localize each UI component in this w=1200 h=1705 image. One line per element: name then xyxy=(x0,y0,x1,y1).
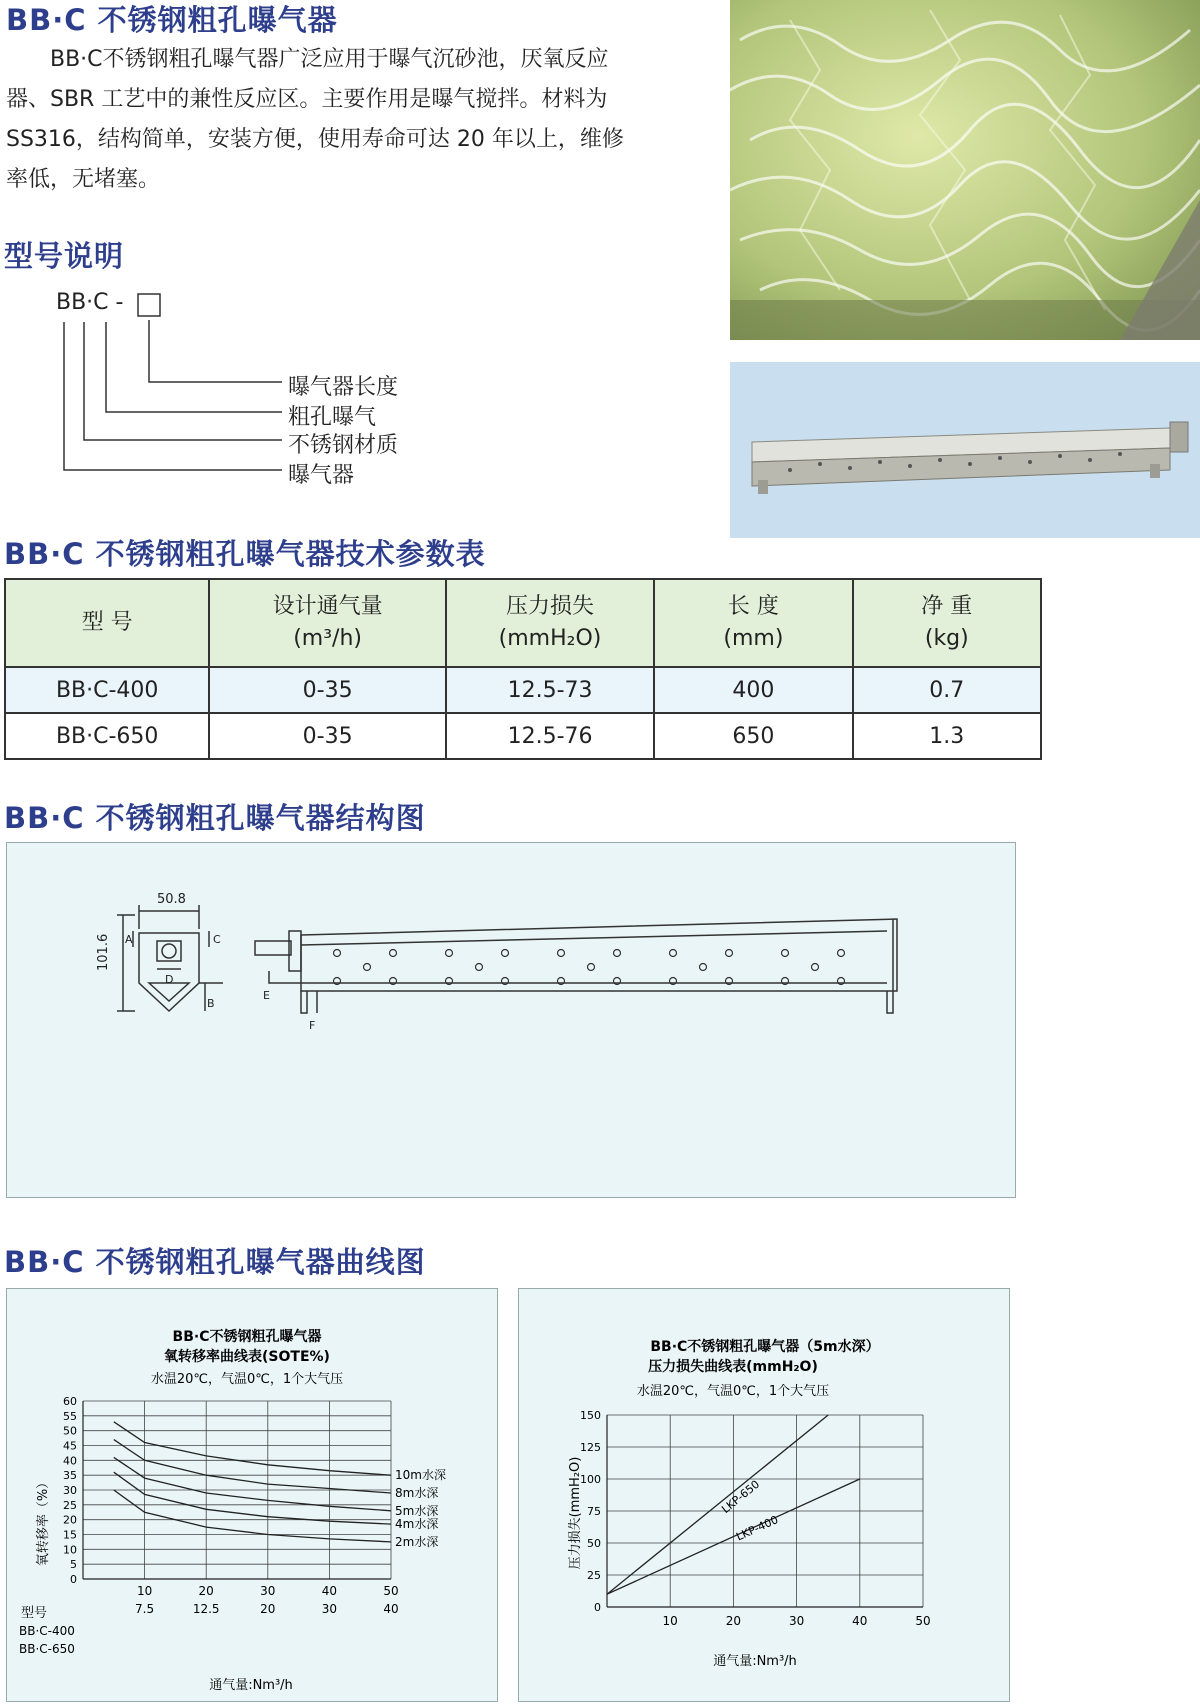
x-tick-label: 40 xyxy=(383,1602,399,1616)
intro-line: 器、SBR 工艺中的兼性反应区。主要作用是曝气搅拌。材料为 xyxy=(6,87,608,112)
y-tick-label: 50 xyxy=(587,1537,601,1550)
chart-title: BB·C不锈钢粗孔曝气器（5m水深） xyxy=(650,1339,880,1355)
series-label: 5m水深 xyxy=(395,1503,439,1518)
header-cell: 设计通气量 (m³/h) xyxy=(209,579,445,667)
y-tick-label: 30 xyxy=(63,1484,77,1497)
x-tick-label: 40 xyxy=(852,1614,868,1628)
aeration-tank-photo xyxy=(730,0,1200,340)
y-tick-label: 50 xyxy=(63,1424,77,1438)
x-tick-label: 50 xyxy=(383,1584,399,1598)
spec-header-row xyxy=(5,579,1041,667)
structure-panel xyxy=(6,842,1016,1198)
y-tick-label: 75 xyxy=(587,1505,601,1518)
chart-subtitle: 压力损失曲线表(mmH₂O) xyxy=(648,1359,818,1375)
y-tick-label: 150 xyxy=(580,1409,601,1422)
y-tick-label: 0 xyxy=(594,1601,601,1614)
table-cell: 1.3 xyxy=(853,713,1041,759)
table-cell: BB·C-400 xyxy=(5,667,209,713)
series-label: 10m水深 xyxy=(395,1468,446,1483)
spec-title: BB·C 不锈钢粗孔曝气器技术参数表 xyxy=(4,537,486,571)
dim-c-label: C xyxy=(213,933,221,946)
x-tick-label: 40 xyxy=(321,1584,338,1598)
model-box xyxy=(138,294,160,316)
chart-ylabel: 氧转移率（%） xyxy=(36,1475,51,1567)
table-cell: 0.7 xyxy=(853,667,1041,713)
chart-title: BB·C不锈钢粗孔曝气器 xyxy=(172,1329,322,1345)
series-line xyxy=(607,1415,828,1594)
y-tick-label: 55 xyxy=(63,1409,77,1423)
sote-chart xyxy=(7,1289,497,1701)
model-legend-item: 粗孔曝气 xyxy=(288,405,377,430)
y-tick-label: 125 xyxy=(580,1441,601,1454)
y-tick-label: 45 xyxy=(63,1439,77,1453)
x-tick-label: 30 xyxy=(321,1602,338,1616)
table-row xyxy=(5,667,1041,713)
intro-line: SS316，结构简单，安装方便，使用寿命可达 20 年以上，维修 xyxy=(6,127,624,152)
dim-e-label: E xyxy=(263,989,270,1002)
x-tick-label: 30 xyxy=(260,1584,276,1598)
series-label: LKP-400 xyxy=(734,1513,781,1544)
x-tick-label: 30 xyxy=(788,1614,805,1628)
y-tick-label: 60 xyxy=(63,1395,77,1408)
x-tick-label: 12.5 xyxy=(192,1602,220,1616)
dim-a-label: A xyxy=(125,933,133,946)
x-tick-label: 7.5 xyxy=(135,1602,155,1616)
model-title: 型号说明 xyxy=(4,239,125,273)
series-label: 8m水深 xyxy=(395,1485,439,1500)
dim-d-label: D xyxy=(165,973,174,986)
series-label: 4m水深 xyxy=(395,1517,439,1532)
table-cell: 12.5-76 xyxy=(446,713,654,759)
dim-height-label: 101.6 xyxy=(96,933,111,971)
y-tick-label: 15 xyxy=(63,1528,77,1542)
series-label: 2m水深 xyxy=(395,1534,439,1549)
pressure-chart-panel xyxy=(518,1288,1010,1702)
y-tick-label: 35 xyxy=(63,1469,77,1483)
x-tick-label: 20 xyxy=(725,1614,742,1628)
y-tick-label: 40 xyxy=(63,1454,77,1468)
series-line xyxy=(114,1422,391,1475)
y-tick-label: 10 xyxy=(63,1543,77,1557)
model-legend-item: 曝气器长度 xyxy=(288,375,399,400)
x-tick-label: 10 xyxy=(662,1614,678,1628)
header-cell: 压力损失 (mmH₂O) xyxy=(446,579,654,667)
series-label: LKP-650 xyxy=(719,1477,763,1516)
sote-chart-panel xyxy=(6,1288,498,1702)
model-code: BB·C - xyxy=(56,290,124,315)
pressure-chart xyxy=(519,1289,1009,1701)
table-cell: 0-35 xyxy=(209,667,445,713)
aerator-product-photo xyxy=(730,362,1200,538)
chart-model-row: BB·C-650 xyxy=(19,1642,75,1656)
table-cell: BB·C-650 xyxy=(5,713,209,759)
spec-table xyxy=(4,578,1042,760)
chart-ylabel: 压力损失(mmH₂O) xyxy=(568,1456,583,1570)
header-cell: 型 号 xyxy=(5,579,209,667)
chart-note: 水温20℃，气温0℃，1个大气压 xyxy=(636,1384,830,1399)
y-tick-label: 100 xyxy=(580,1473,601,1486)
x-tick-label: 50 xyxy=(915,1614,931,1628)
header-cell: 净 重 (kg) xyxy=(853,579,1041,667)
intro-text xyxy=(6,40,666,200)
x-tick-label: 20 xyxy=(260,1602,276,1616)
dim-width-label: 50.8 xyxy=(157,892,186,907)
model-legend-item: 曝气器 xyxy=(288,463,355,488)
structure-drawing xyxy=(7,843,1015,1197)
y-tick-label: 0 xyxy=(70,1573,77,1586)
chart-model-row: BB·C-400 xyxy=(19,1624,75,1638)
curves-title: BB·C 不锈钢粗孔曝气器曲线图 xyxy=(4,1245,426,1279)
chart-model-label: 型号 xyxy=(21,1606,48,1621)
x-tick-label: 20 xyxy=(198,1584,214,1598)
table-cell: 400 xyxy=(654,667,852,713)
chart-xlabel: 通气量:Nm³/h xyxy=(209,1678,293,1693)
y-tick-label: 25 xyxy=(587,1569,601,1582)
intro-line: BB·C不锈钢粗孔曝气器广泛应用于曝气沉砂池，厌氧反应 xyxy=(50,47,609,72)
table-row xyxy=(5,713,1041,759)
dim-b-label: B xyxy=(207,997,215,1010)
intro-line: 率低，无堵塞。 xyxy=(6,167,161,192)
chart-subtitle: 氧转移率曲线表(SOTE%) xyxy=(164,1349,330,1365)
table-cell: 12.5-73 xyxy=(446,667,654,713)
model-legend-item: 不锈钢材质 xyxy=(288,433,399,458)
y-tick-label: 20 xyxy=(63,1513,77,1527)
intro-title: BB·C 不锈钢粗孔曝气器 xyxy=(6,3,338,37)
table-cell: 0-35 xyxy=(209,713,445,759)
table-cell: 650 xyxy=(654,713,852,759)
chart-note: 水温20℃，气温0℃，1个大气压 xyxy=(150,1372,344,1387)
chart-xlabel: 通气量:Nm³/h xyxy=(713,1654,797,1669)
header-cell: 长 度 (mm) xyxy=(654,579,852,667)
series-line xyxy=(114,1440,391,1493)
y-tick-label: 5 xyxy=(70,1558,77,1572)
dim-f-label: F xyxy=(309,1019,316,1032)
y-tick-label: 25 xyxy=(63,1498,77,1512)
x-tick-label: 10 xyxy=(136,1584,153,1598)
structure-title: BB·C 不锈钢粗孔曝气器结构图 xyxy=(4,801,426,835)
series-line xyxy=(114,1457,391,1510)
